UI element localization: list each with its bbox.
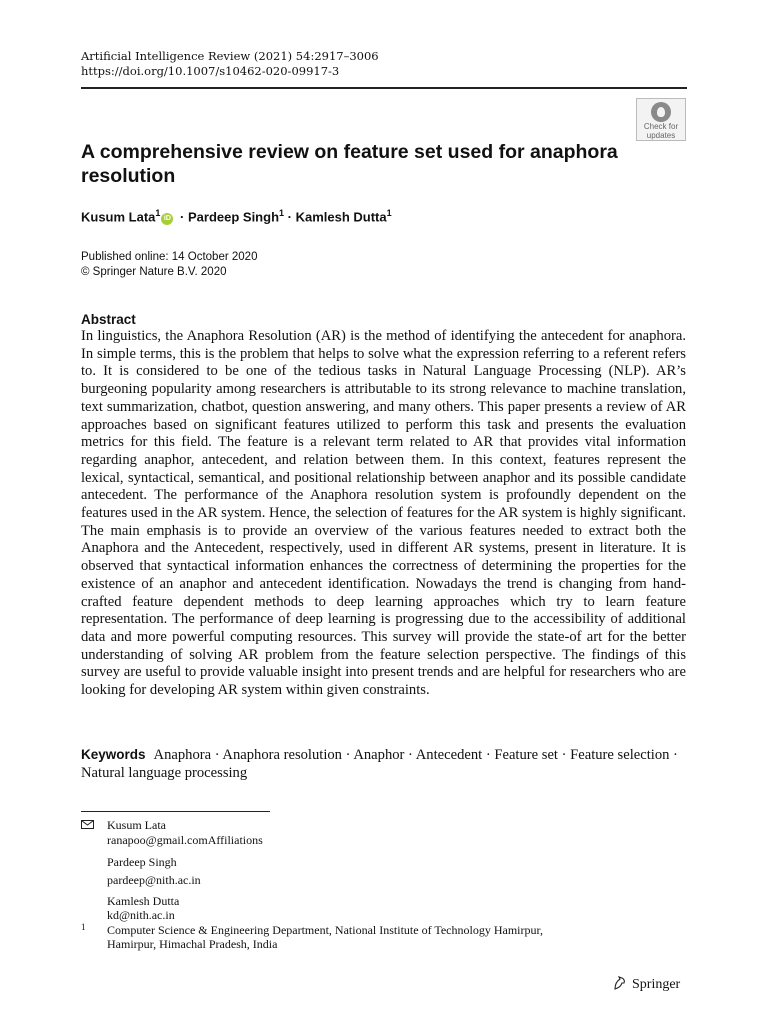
orcid-icon[interactable]: iD	[161, 213, 173, 225]
keywords-label: Keywords	[81, 747, 146, 762]
affiliation-marker: 1	[155, 208, 161, 218]
check-for-updates-badge[interactable]	[636, 98, 686, 141]
author-name[interactable]: Pardeep Singh	[187, 209, 280, 225]
author-separator: ·	[176, 209, 188, 225]
contact-email[interactable]: pardeep@nith.ac.in	[107, 873, 201, 887]
affiliation-number: 1	[81, 922, 86, 932]
copyright: © Springer Nature B.V. 2020	[81, 266, 227, 278]
springer-horse-icon	[612, 975, 628, 991]
affiliation-marker: 1	[279, 208, 285, 218]
publisher-logo	[612, 975, 680, 993]
author-name[interactable]: Kusum Lata	[81, 209, 156, 225]
envelope-icon	[81, 820, 94, 829]
contact-email[interactable]: ranapoo@gmail.comAffiliations	[107, 833, 263, 847]
abstract-heading: Abstract	[81, 312, 136, 327]
header-rule	[81, 87, 687, 89]
keywords-text: Anaphora · Anaphora resolution · Anaphor · Antecedent · Feature set · Feature selection · Natural language processing	[81, 747, 678, 781]
affiliation-line: Computer Science & Engineering Department, National Institute of Technology Hamirpur,	[107, 923, 544, 937]
published-date: Published online: 14 October 2020	[81, 251, 258, 263]
updates-icon	[651, 102, 671, 122]
affiliation-line: Hamirpur, Himachal Pradesh, India	[107, 937, 278, 951]
contact-name: Pardeep Singh	[107, 855, 177, 869]
doi-link[interactable]: https://doi.org/10.1007/s10462-020-09917-3	[81, 64, 340, 78]
contact-name: Kamlesh Dutta	[107, 894, 180, 908]
paper-title: A comprehensive review on feature set used for anaphora resolution	[81, 141, 618, 187]
keywords-block	[81, 746, 686, 782]
badge-line1: Check for	[643, 122, 679, 131]
journal-header	[81, 49, 379, 79]
badge-line2: updates	[646, 131, 676, 140]
author-separator: ·	[284, 209, 296, 225]
contact-email[interactable]: kd@nith.ac.in	[107, 908, 175, 922]
contact-name: Kusum Lata	[107, 818, 166, 832]
affiliation-marker: 1	[386, 208, 392, 218]
abstract-text: In linguistics, the Anaphora Resolution (AR) is the method of identifying the antecedent for anaphora. In simple terms, this is the problem that helps to solve what the expression referring to a referent refers to. It is considered to be one of the tedious tasks in Natural Language Processing (NLP). AR’s burgeoning popularity among researchers is attributable to its strong relevance to machine translation, text summarization, chatbot, question answering, and many others. This paper presents a review of AR approaches based on significant features utilized to perform this task and presents the evaluation metrics for this field. The feature is a relevant term related to AR that provides vital information regarding anaphor, antecedent, and relation between them. In this context, features represent the lexical, syntactical, semantical, and positional relationship between anaphor and its possible candidate antecedent. The performance of the Anaphora resolution system is profoundly dependent on the features used in the AR system. Hence, the selection of features for the AR system is highly significant. The main emphasis is to provide an overview of the various features needed to extract both the Anaphora and the Antecedent, respectively, used in different AR systems, present in literature. It is observed that syntactical information enhances the correctness of determining the properties for the existence of an anaphor and antecedent identification. Nowadays the trend is changing from hand-crafted feature dependent methods to deep learning approaches which try to learn feature representation. The performance of deep learning is progressing due to the accessibility of additional data and more powerful computing resources. This survey will provide the state-of art for the better understanding of solving AR problem from the feature selection perspective. The findings of this survey are useful to provide valuable insight into present trends and are helpful for researchers who are looking for developing AR system within given constraints.	[81, 328, 686, 699]
author-list	[81, 208, 392, 225]
footnote-rule	[81, 811, 270, 812]
author-name[interactable]: Kamlesh Dutta	[295, 209, 387, 225]
publisher-name: Springer	[632, 977, 681, 992]
journal-citation: Artificial Intelligence Review (2021) 54:2917–3006	[81, 49, 379, 63]
publication-info	[81, 250, 257, 280]
